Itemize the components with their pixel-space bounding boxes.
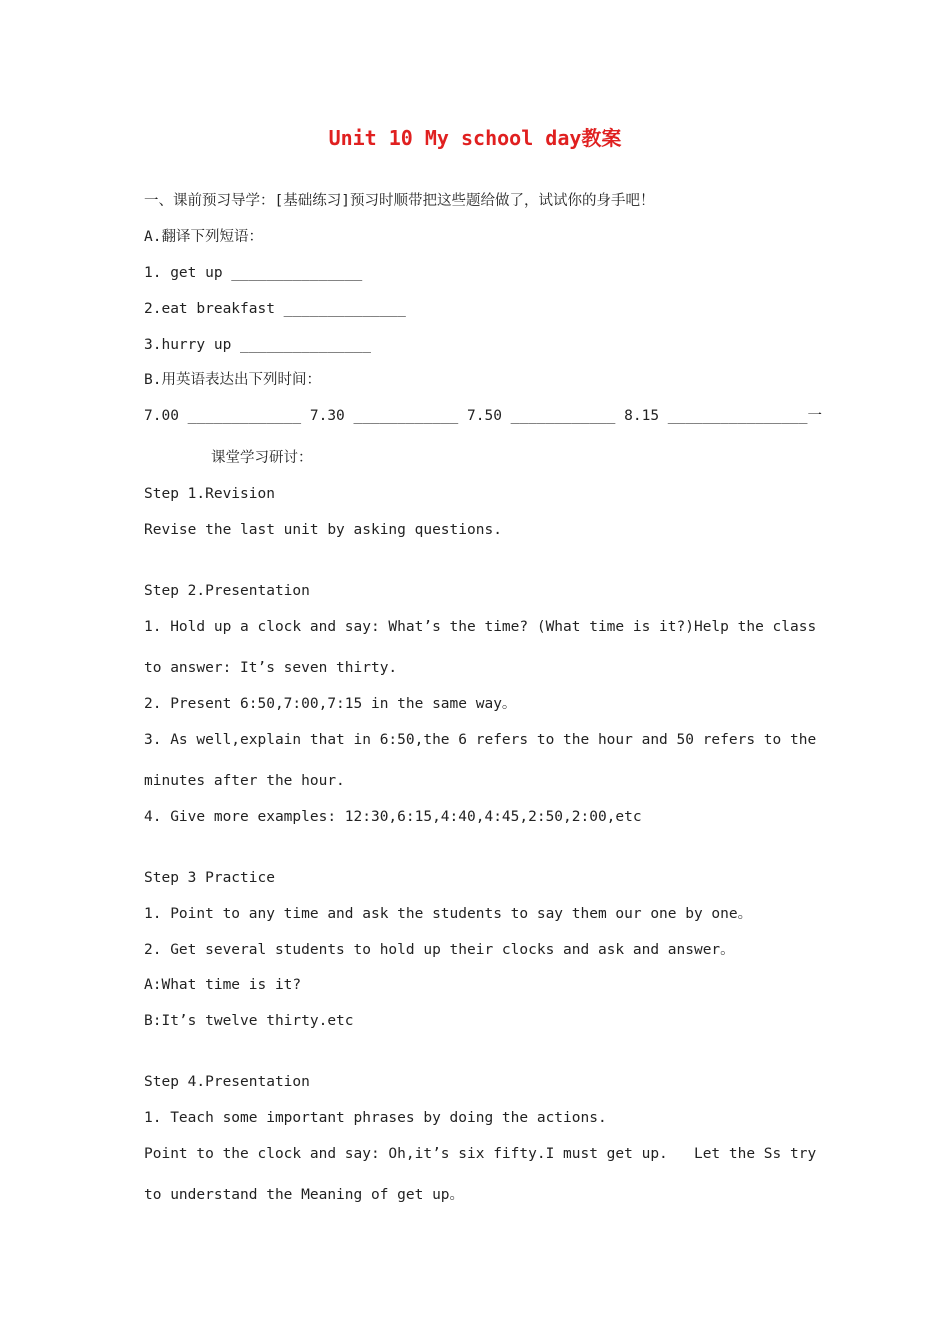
step3-dialogue-b: B:It’s twelve thirty.etc xyxy=(144,1013,354,1029)
step1-text: Revise the last unit by asking questions. xyxy=(144,522,502,538)
step1-title: Step 1.Revision xyxy=(144,486,275,502)
exercise-a3: 3.hurry up _______________ xyxy=(144,337,371,353)
exercise-a1: 1. get up _______________ xyxy=(144,265,363,281)
step2-item3-line2: minutes after the hour. xyxy=(144,773,345,789)
step4-title: Step 4.Presentation xyxy=(144,1074,310,1090)
time-exercise: 7.00 _____________ 7.30 ____________ 7.50 ____________ 8.15 ________________一 xyxy=(144,408,822,424)
step3-dialogue-a: A:What time is it? xyxy=(144,977,302,993)
step4-item2-line1: Point to the clock and say: Oh,it’s six fifty.I must get up. Let the Ss try xyxy=(144,1146,817,1162)
step4-item1: 1. Teach some important phrases by doing the actions. xyxy=(144,1110,607,1126)
document-title: Unit 10 My school day教案 xyxy=(328,126,622,150)
preview-heading: 一、课前预习导学：[基础练习]预习时顺带把这些题给做了，试试你的身手吧！ xyxy=(144,193,655,209)
step4-item2-line2: to understand the Meaning of get up。 xyxy=(144,1187,465,1203)
class-heading: 课堂学习研讨： xyxy=(211,450,313,466)
step2-item1-line1: 1. Hold up a clock and say: What’s the time? (What time is it?)Help the class xyxy=(144,619,817,635)
step2-item2: 2. Present 6:50,7:00,7:15 in the same way。 xyxy=(144,696,517,712)
step2-item3-line1: 3. As well,explain that in 6:50,the 6 refers to the hour and 50 refers to the xyxy=(144,732,817,748)
section-a-heading: A.翻译下列短语： xyxy=(144,229,263,245)
step3-item2: 2. Get several students to hold up their clocks and ask and answer。 xyxy=(144,942,735,958)
step3-item1: 1. Point to any time and ask the students to say them our one by one。 xyxy=(144,906,753,922)
step2-item4: 4. Give more examples: 12:30,6:15,4:40,4:45,2:50,2:00,etc xyxy=(144,809,642,825)
step3-title: Step 3 Practice xyxy=(144,870,275,886)
step2-item1-line2: to answer: It’s seven thirty. xyxy=(144,660,398,676)
exercise-a2: 2.eat breakfast ______________ xyxy=(144,301,406,317)
section-b-heading: B.用英语表达出下列时间： xyxy=(144,372,321,388)
step2-title: Step 2.Presentation xyxy=(144,583,310,599)
